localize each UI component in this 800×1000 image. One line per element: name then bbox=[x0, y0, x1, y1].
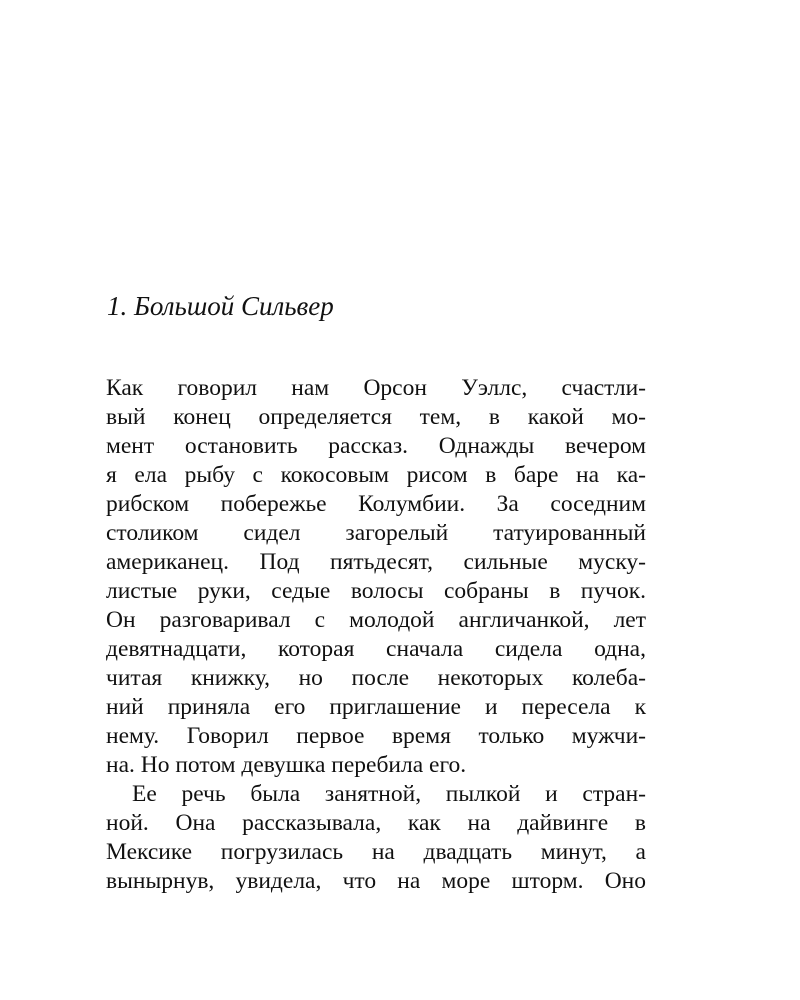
text-line: девятнадцати, которая сначала сидела одна, bbox=[106, 636, 646, 662]
text-line: рибском побережье Колумбии. За соседним bbox=[106, 491, 646, 517]
body-text bbox=[106, 374, 646, 896]
paragraph-start-line: Ее речь была занятной, пылкой и стран- bbox=[132, 781, 646, 807]
text-line: Мексике погрузилась на двадцать минут, а bbox=[106, 839, 646, 865]
text-line: вынырнув, увидела, что на море шторм. Оно bbox=[106, 868, 646, 894]
text-line: мент остановить рассказ. Однажды вечером bbox=[106, 433, 646, 459]
text-line: Он разговаривал с молодой англичанкой, лет bbox=[106, 607, 646, 633]
text-line: ной. Она рассказывала, как на дайвинге в bbox=[106, 810, 646, 836]
text-line: столиком сидел загорелый татуированный bbox=[106, 520, 646, 546]
text-line: читая книжку, но после некоторых колеба- bbox=[106, 665, 646, 691]
text-line: я ела рыбу с кокосовым рисом в баре на ка- bbox=[106, 462, 646, 488]
paragraph-end-line: на. Но потом девушка перебила его. bbox=[106, 752, 467, 778]
chapter-title: 1. Большой Сильвер bbox=[107, 291, 334, 321]
text-line: листые руки, седые волосы собраны в пучок. bbox=[106, 578, 646, 604]
text-line: Как говорил нам Орсон Уэллс, счастли- bbox=[106, 375, 646, 401]
text-line: нему. Говорил первое время только мужчи- bbox=[106, 723, 646, 749]
text-line: американец. Под пятьдесят, сильные муску- bbox=[106, 549, 646, 575]
text-line: ний приняла его приглашение и пересела к bbox=[106, 694, 646, 720]
text-line: вый конец определяется тем, в какой мо- bbox=[106, 404, 646, 430]
